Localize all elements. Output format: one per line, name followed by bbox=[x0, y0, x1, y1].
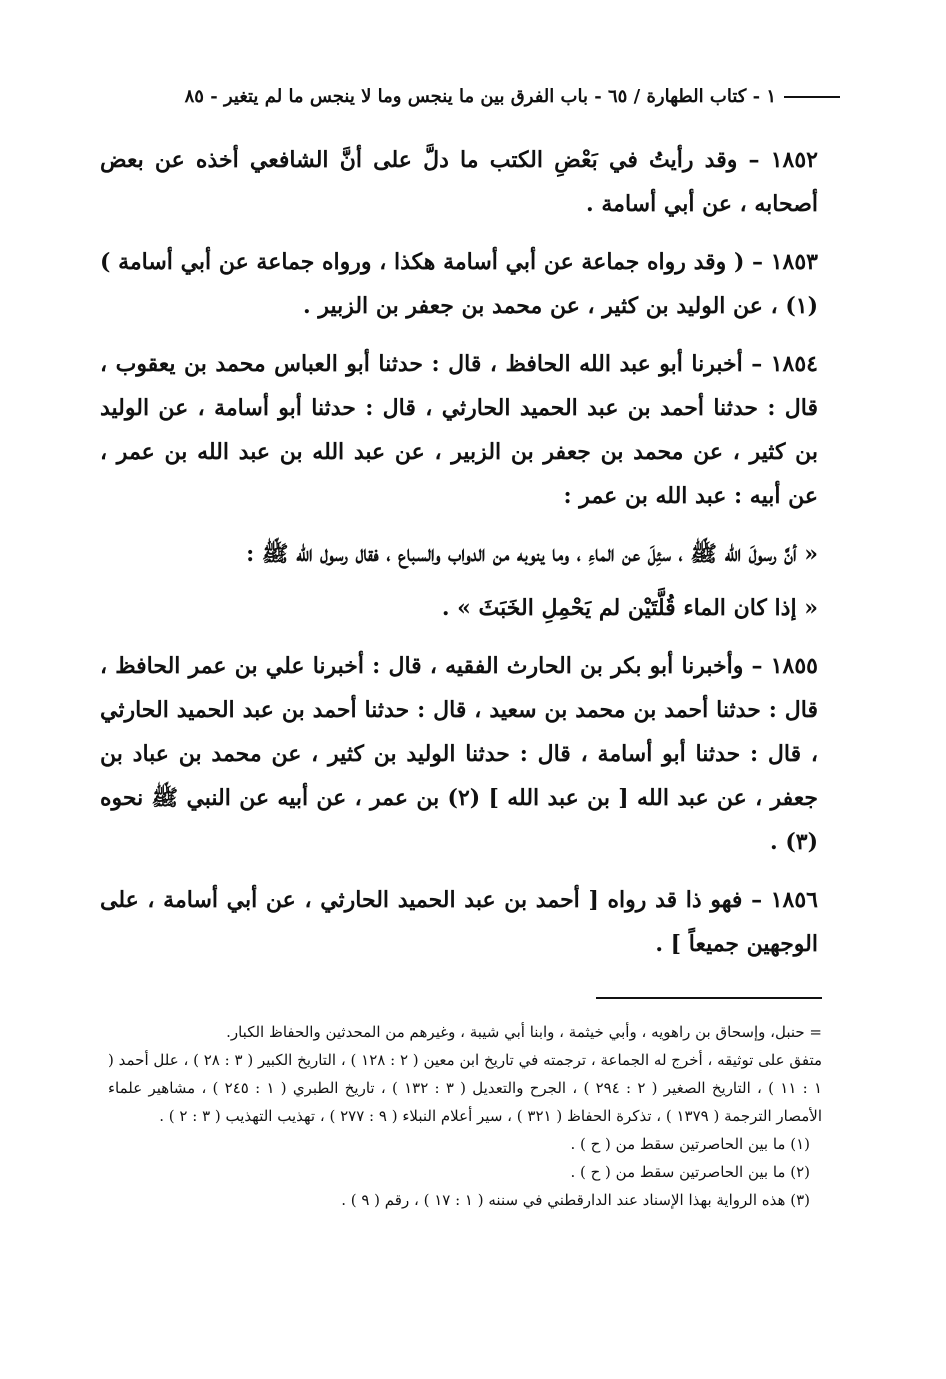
footnote-separator bbox=[596, 997, 822, 999]
footnote-continuation: = حنبل، وإسحاق بن راهويه ، وأبي خيثمة ، وابنا أبي شيبة ، وغيرهم من المحدثين والحفاظ الكبار. bbox=[226, 1023, 822, 1041]
header-rule bbox=[784, 96, 840, 98]
footnotes bbox=[108, 1018, 822, 1214]
paragraph-1852: ١٨٥٢ – وقد رأيتُ في بَعْضِ الكتب ما دلَّ على أنَّ الشافعي أخذه عن بعض أصحابه ، عن أبي أسامة . bbox=[100, 147, 818, 217]
footnote-2: (٢) ما بين الحاصرتين سقط من ( ح ) . bbox=[570, 1163, 810, 1181]
footnote-3: (٣) هذه الرواية بهذا الإسناد عند الدارقطني في سننه ( ١ : ١٧ ) ، رقم ( ٩ ) . bbox=[341, 1191, 810, 1209]
footnote-1: (١) ما بين الحاصرتين سقط من ( ح ) . bbox=[570, 1135, 810, 1153]
paragraph-1854: ١٨٥٤ – أخبرنا أبو عبد الله الحافظ ، قال : حدثنا أبو العباس محمد بن يعقوب ، قال : حدثنا أحمد بن عبد الحميد الحارثي ، قال : حدثنا أبو أسامة ، عن الوليد بن كثير ، عن محمد بن جعفر بن الزبير ، عن عبد الله بن عبد الله بن عمر ، عن أبيه : عبد الله بن عمر : bbox=[100, 351, 818, 509]
hadith-quote: « أنَّ رسولَ الله ﷺ ، سئِلَ عن الماءِ ، وما ينوبه من الدواب والسباع ، فقال رسول الله ﷺ : bbox=[246, 541, 818, 567]
running-header bbox=[104, 86, 840, 107]
paragraph-1853: ١٨٥٣ – ( وقد رواه جماعة عن أبي أسامة هكذا ، ورواه جماعة عن أبي أسامة ) (١) ، عن الوليد بن كثير ، عن محمد بن جعفر بن الزبير . bbox=[100, 249, 818, 319]
hadith-saying: « إذا كان الماء قُلَّتَيْن لم يَحْمِلِ الخَبَثَ » . bbox=[441, 595, 818, 621]
paragraph-1855: ١٨٥٥ – وأخبرنا أبو بكر بن الحارث الفقيه ، قال : أخبرنا علي بن عمر الحافظ ، قال : حدثنا أحمد بن محمد بن سعيد ، قال : حدثنا أحمد بن عبد الحميد الحارثي ، قال : حدثنا أبو أسامة ، قال : حدثنا الوليد بن كثير ، عن محمد بن عباد بن جعفر ، عن عبد الله [ بن عبد الله ] (٢) بن عمر ، عن أبيه عن النبي ﷺ نحوه (٣) . bbox=[100, 653, 819, 855]
main-text bbox=[100, 138, 818, 980]
footnote-biography: متفق على توثيقه ، أخرج له الجماعة ، ترجمته في تاريخ ابن معين ( ٢ : ١٢٨ ) ، التاريخ الكبير ( ٣ : ٢٨ ) ، علل أحمد ( ١ : ١١ ) ، التاريخ الصغير ( ٢ : ٢٩٤ ) ، الجرح والتعديل ( ٣ : ١٣٢ ) ، تاريخ الطبري ( ١ : ٢٤٥ ) ، مشاهير علماء الأمصار الترجمة ( ١٣٧٩ ) ، تذكرة الحفاظ ( ٣٢١ ) ، سير أعلام النبلاء ( ٩ : ٢٧٧ ) ، تهذيب التهذيب ( ٣ : ٢ ) . bbox=[108, 1051, 823, 1125]
paragraph-1856: ١٨٥٦ – فهو ذا قد رواه [ أحمد بن عبد الحميد الحارثي ، عن أبي أسامة ، على الوجهين جميعاً ] . bbox=[100, 887, 818, 957]
running-title: ١ - كتاب الطهارة / ٦٥ - باب الفرق بين ما ينجس وما لا ينجس ما لم يتغير - ٨٥ bbox=[184, 86, 776, 107]
